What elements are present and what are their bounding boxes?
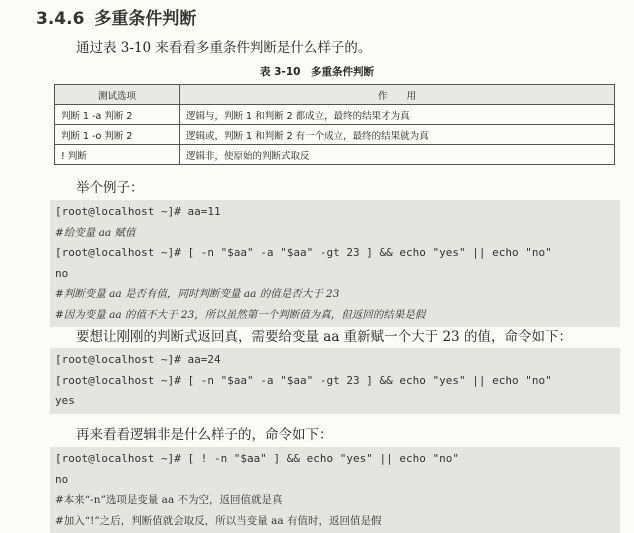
code-block-2	[50, 348, 620, 414]
table-cell: 逻辑与，判断 1 和判断 2 都成立，最终的结果才为真	[180, 105, 615, 125]
code-line: no	[55, 472, 69, 486]
code-line: [root@localhost ~]# [ -n "$aa" -a "$aa" -gt 23 ] && echo "yes" || echo "no"	[55, 373, 552, 387]
code-block-3	[50, 447, 620, 533]
condition-table	[54, 84, 615, 165]
section-title: 多重条件判断	[94, 9, 197, 29]
table-cell: 逻辑非，使原始的判断式取反	[180, 145, 615, 165]
code-comment: #加入“!”之后，判断值就会取反，所以当变量 aa 有值时，返回值是假	[55, 514, 382, 527]
section-number: 3.4.6	[36, 9, 85, 29]
table-caption: 表 3-10 多重条件判断	[260, 66, 374, 78]
intro-paragraph: 通过表 3-10 来看看多重条件判断是什么样子的。	[76, 40, 372, 56]
code-line: [root@localhost ~]# [ -n "$aa" -a "$aa" -gt 23 ] && echo "yes" || echo "no"	[55, 246, 552, 259]
table-header: 作 用	[180, 85, 615, 105]
code-comment: #判断变量 aa 是否有值，同时判断变量 aa 的值是否大于 23	[55, 288, 340, 300]
code-block-1	[50, 200, 620, 327]
code-line: [root@localhost ~]# [ ! -n "$aa" ] && echo "yes" || echo "no"	[55, 452, 459, 465]
code-line: no	[55, 266, 69, 280]
table-row	[55, 145, 615, 165]
table-header-row	[55, 85, 615, 105]
code-line: yes	[55, 394, 75, 407]
code-comment: #给变量 aa 赋值	[55, 226, 136, 239]
code-comment: #本来“-n”选项是变量 aa 不为空，返回值就是真	[55, 494, 283, 506]
section-heading	[36, 4, 196, 29]
table-row	[55, 105, 615, 125]
code-comment: #因为变量 aa 的值不大于 23，所以虽然第一个判断值为真，但返回的结果是假	[55, 308, 426, 321]
table-row	[55, 125, 615, 145]
table-header: 测试选项	[55, 85, 180, 105]
code-line: [root@localhost ~]# aa=11	[55, 205, 221, 218]
code-line: [root@localhost ~]# aa=24	[55, 353, 221, 366]
table-cell: 判断 1 -a 判断 2	[55, 105, 180, 125]
table-cell: ! 判断	[55, 145, 180, 165]
paragraph-3: 再来看看逻辑非是什么样子的，命令如下：	[76, 427, 333, 443]
table-cell: 逻辑或，判断 1 和判断 2 有一个成立，最终的结果就为真	[180, 125, 615, 145]
table-cell: 判断 1 -o 判断 2	[55, 125, 180, 145]
example-label: 举个例子：	[76, 180, 144, 196]
paragraph-2: 要想让刚刚的判断式返回真，需要给变量 aa 重新赋一个大于 23 的值，命令如下：	[76, 329, 572, 345]
